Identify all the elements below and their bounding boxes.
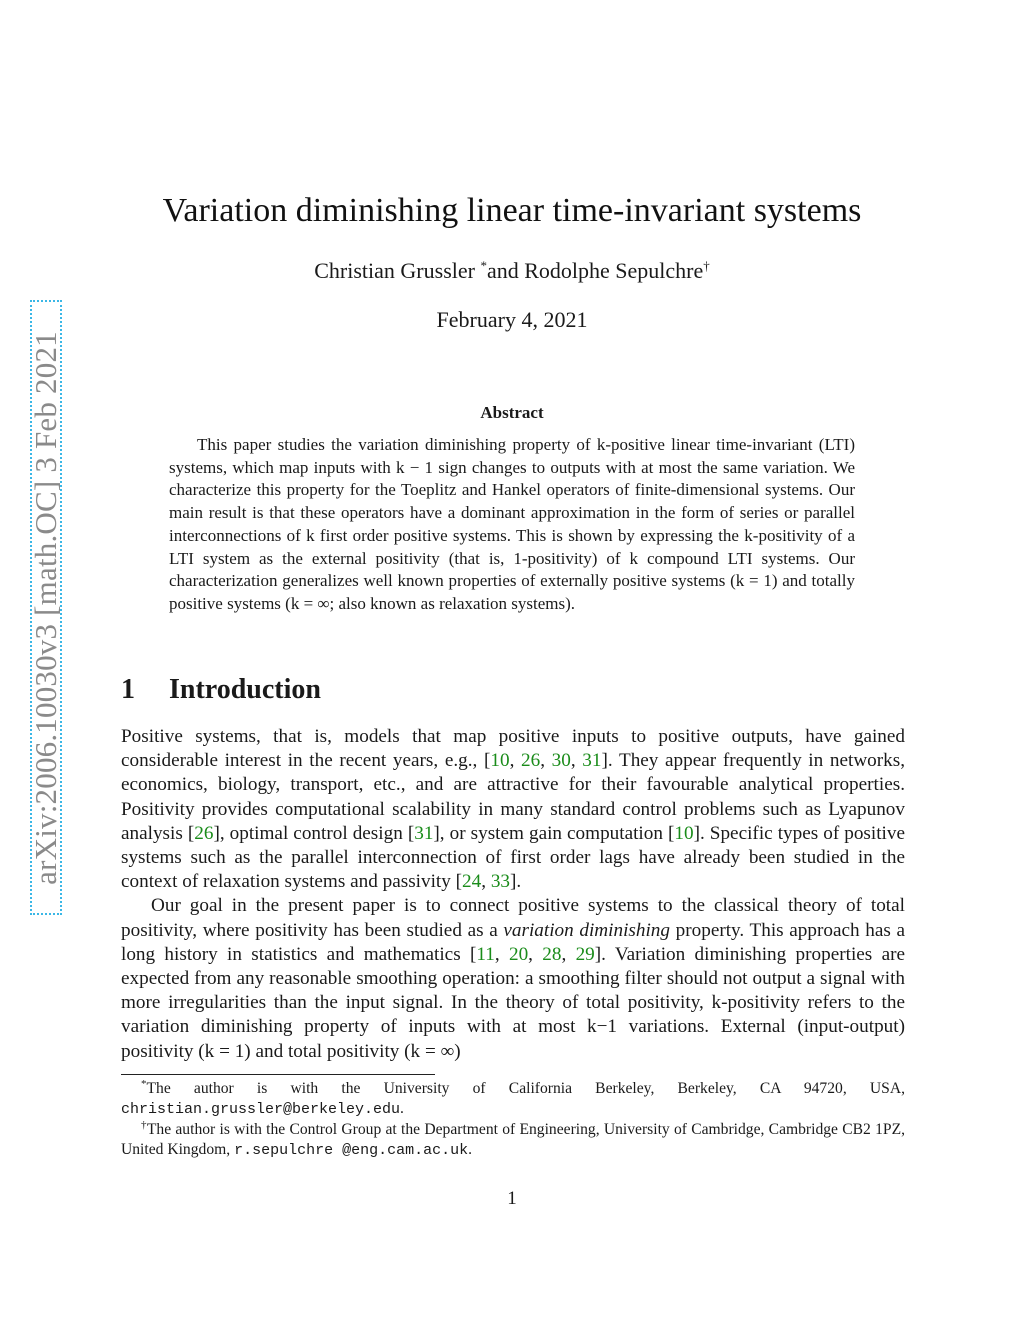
- email-address[interactable]: christian.grussler@berkeley.edu: [121, 1101, 401, 1118]
- citation-link[interactable]: 10: [490, 750, 510, 772]
- footnote-divider: [121, 1074, 435, 1075]
- text-run: ]. They appear frequently in networks, economics, biology, transport, etc., and are attractive for their favourable analytical properties. Positivity provides computational scalability in many standard control problems such as Lyapunov analysis [: [121, 750, 906, 844]
- section-title: Introduction: [169, 674, 321, 705]
- paper-date: February 4, 2021: [436, 307, 588, 332]
- paper-title: Variation diminishing linear time-invariant systems: [162, 192, 862, 229]
- citation-link[interactable]: 28: [542, 943, 562, 965]
- citation-link[interactable]: 31: [414, 822, 434, 844]
- text-run: ,: [481, 871, 491, 893]
- section-number: 1: [121, 674, 135, 705]
- citation-link[interactable]: 33: [490, 871, 511, 893]
- author-2: and Rodolphe Sepulchre: [486, 258, 704, 283]
- text-run: ], optimal control design [: [213, 822, 415, 844]
- body-text: [121, 725, 905, 1064]
- citation-link[interactable]: 20: [508, 943, 529, 965]
- author-1: Christian Grussler: [314, 258, 475, 283]
- citation-link[interactable]: 10: [674, 822, 694, 844]
- text-run: ,: [528, 943, 543, 965]
- author-1-footnote-mark: *: [480, 258, 487, 273]
- paragraph-1: [121, 725, 905, 894]
- arxiv-watermark: [30, 300, 62, 915]
- footnote-text: The author is with the University of California Berkeley, Berkeley, CA 94720, USA,: [146, 1080, 905, 1097]
- text-run: ], or system gain computation [: [433, 822, 675, 844]
- text-run: property. This approach has a long history in statistics and mathematics [: [121, 919, 905, 965]
- text-run: Our goal in the present paper is to connect positive systems to the classical theory of total positivity, where positivity has been studied as a: [121, 895, 905, 941]
- text-run: ]. Variation diminishing properties are expected from any reasonable smoothing operation: a smoothing filter should not output a signal with more irregularities than the input signal. In the theory of total positivity, k-positivity refers to the variation diminishing property of inputs with at most k−1 variations. External (input-output) positivity (k = 1) and total positivity (k = ∞): [121, 943, 905, 1062]
- text-run: .: [400, 1100, 404, 1117]
- citation-link[interactable]: 26: [521, 750, 541, 772]
- text-run: Positive systems, that is, models that map positive inputs to positive outputs, have gained considerable interest in the recent years, e.g., [: [121, 726, 905, 772]
- citation-link[interactable]: 31: [582, 750, 602, 772]
- text-run: ,: [570, 750, 583, 772]
- citation-link[interactable]: 30: [551, 750, 571, 772]
- arxiv-id-label: arXiv:2006.10030v3 [math.OC] 3 Feb 2021: [28, 330, 63, 885]
- text-run: ,: [561, 943, 576, 965]
- footnote-1: [121, 1079, 905, 1120]
- emphasis-text: variation diminishing: [503, 919, 670, 941]
- text-run: ,: [494, 943, 509, 965]
- text-run: .: [468, 1141, 473, 1158]
- text-run: ,: [540, 750, 552, 772]
- author-line: [0, 258, 1024, 284]
- footnote-2: [121, 1120, 905, 1161]
- citation-link[interactable]: 26: [194, 822, 214, 844]
- email-address[interactable]: r.sepulchre @eng.cam.ac.uk: [234, 1142, 469, 1159]
- page-number: 1: [507, 1188, 517, 1209]
- section-heading: [121, 674, 905, 706]
- citation-link[interactable]: 24: [462, 871, 482, 893]
- citation-link[interactable]: 11: [476, 943, 495, 965]
- footnote-text: The author is with the Control Group at the Department of Engineering, University of Cambridge, Cambridge CB2 1PZ, United Kingdom,: [121, 1121, 905, 1158]
- abstract-heading: Abstract: [480, 403, 544, 422]
- author-2-footnote-mark: †: [703, 258, 710, 273]
- paragraph-2: [121, 894, 905, 1063]
- text-run: ].: [510, 871, 522, 893]
- abstract-text: This paper studies the variation diminishing property of k-positive linear time-invariant (LTI) systems, which map inputs with k − 1 sign changes to outputs with at most the same variation. We characterize this property for the Toeplitz and Hankel operators of finite-dimensional systems. Our main result is that these operators have a dominant approximation in the form of series or parallel interconnections of k first order positive systems. This is shown by expressing the k-positivity of a LTI system as the external positivity (that is, 1-positivity) of k compound LTI systems. Our characterization generalizes well known properties of externally positive systems (k = 1) and totally positive systems (k = ∞; also known as relaxation systems).: [169, 435, 855, 613]
- citation-link[interactable]: 29: [575, 943, 595, 965]
- footnote-mark: *: [141, 1078, 147, 1090]
- text-run: ,: [509, 750, 522, 772]
- text-run: ]. Specific types of positive systems such as the parallel interconnection of first order lags have already been studied in the context of relaxation systems and passivity [: [121, 822, 905, 893]
- footnote-mark: †: [141, 1119, 147, 1131]
- footnotes: [121, 1079, 905, 1161]
